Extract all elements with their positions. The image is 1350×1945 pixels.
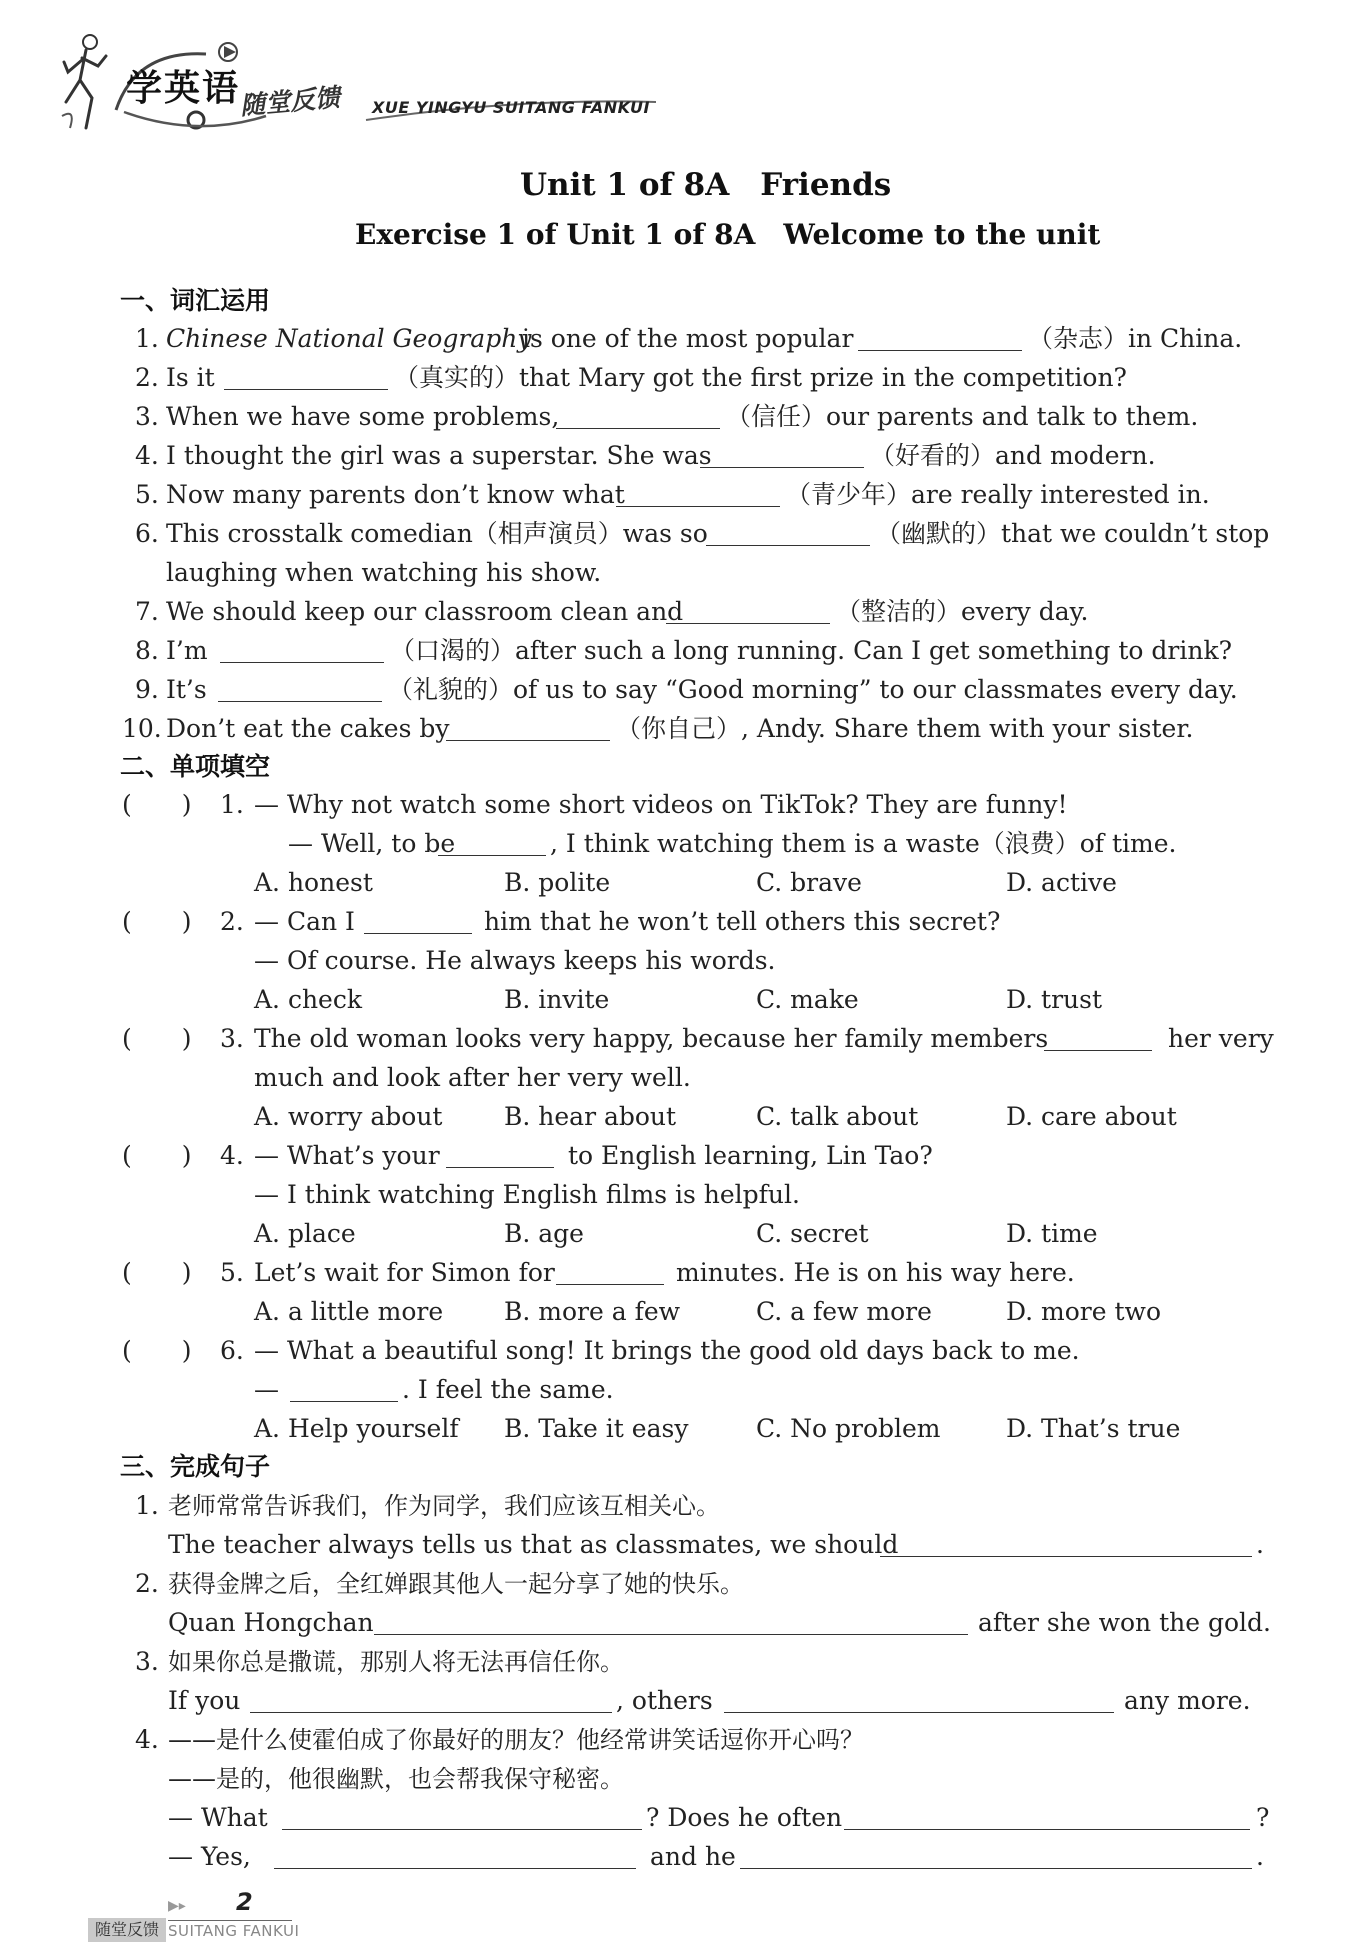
item-text: It’s [166,675,207,704]
item-number: 4. [135,441,159,470]
item-text: I’m [166,636,208,665]
item-number: 10. [122,714,162,743]
item-text: laughing when watching his show. [166,558,602,587]
question-text: her very [1168,1024,1274,1053]
page-subtitle: Exercise 1 of Unit 1 of 8A Welcome to the unit [355,218,1101,251]
magazine-title: Chinese National Geography [166,324,532,353]
option-d[interactable]: D. That’s true [1006,1414,1181,1443]
answer-blank[interactable] [616,506,780,507]
logo-pinyin: XUE YINGYU SUITANG FANKUI [372,98,650,117]
item-number: 3. [135,1647,159,1676]
answer-blank[interactable] [274,1868,636,1869]
question-text: — Can I [254,907,355,936]
english-sentence: If you [168,1686,241,1715]
answer-blank[interactable] [374,1634,968,1635]
english-sentence: ? [1256,1803,1270,1832]
option-c[interactable]: C. a few more [756,1297,932,1326]
option-b[interactable]: B. invite [504,985,610,1014]
question-text: — What’s your [254,1141,440,1170]
question-text: Let’s wait for Simon for [254,1258,555,1287]
chinese-sentence: 如果你总是撒谎，那别人将无法再信任你。 [168,1648,624,1676]
answer-blank[interactable] [666,623,830,624]
page-title: Unit 1 of 8A Friends [520,167,892,203]
option-b[interactable]: B. Take it easy [504,1414,689,1443]
answer-blank[interactable] [556,1284,664,1285]
question-text: — Of course. He always keeps his words. [254,946,776,975]
item-text: （好看的）and modern. [870,441,1156,470]
question-text: — I think watching English films is helpful. [254,1180,800,1209]
logo-subtitle: 随堂反馈 [239,82,342,121]
answer-blank[interactable] [250,1712,612,1713]
english-sentence: — Yes, [168,1842,251,1871]
option-d[interactable]: D. care about [1006,1102,1177,1131]
question-text: . I feel the same. [402,1375,614,1404]
option-a[interactable]: A. Help yourself [254,1414,459,1443]
item-text: is one of the most popular [522,324,854,353]
option-b[interactable]: B. polite [504,868,611,897]
answer-blank[interactable] [364,933,472,934]
question-number: 2. [220,907,244,936]
question-text: — Well, to be [288,829,456,858]
option-c[interactable]: C. talk about [756,1102,919,1131]
answer-blank[interactable] [880,1556,1252,1557]
option-a[interactable]: A. worry about [254,1102,443,1131]
option-a[interactable]: A. place [254,1219,356,1248]
option-d[interactable]: D. trust [1006,985,1103,1014]
question-text: — [254,1375,279,1404]
question-text: , I think watching them is a waste（浪费）of time. [550,829,1177,858]
question-number: 6. [220,1336,244,1365]
english-sentence: Quan Hongchan [168,1608,374,1637]
item-number: 9. [135,675,159,704]
chinese-sentence: ——是什么使霍伯成了你最好的朋友？他经常讲笑话逗你开心吗？ [168,1726,864,1754]
english-sentence: . [1256,1842,1264,1871]
item-text: I thought the girl was a superstar. She was [166,441,712,470]
answer-parentheses[interactable]: ( ) [122,1258,192,1287]
item-text: （信任）our parents and talk to them. [726,402,1199,431]
question-text: him that he won’t tell others this secret? [484,907,1001,936]
question-text: to English learning, Lin Tao? [568,1141,933,1170]
answer-blank[interactable] [724,1712,1114,1713]
english-sentence: — What [168,1803,268,1832]
item-text: （杂志）in China. [1028,324,1243,353]
double-arrow-icon: ▶▸ [168,1898,186,1914]
item-text: （整洁的）every day. [836,597,1089,626]
item-text: （口渴的）after such a long running. Can I get something to drink? [390,636,1232,665]
question-text: — What a beautiful song! It brings the good old days back to me. [254,1336,1080,1365]
option-c[interactable]: C. brave [756,868,862,897]
option-d[interactable]: D. time [1006,1219,1098,1248]
question-number: 5. [220,1258,244,1287]
answer-blank[interactable] [220,662,384,663]
item-number: 2. [135,363,159,392]
option-c[interactable]: C. secret [756,1219,869,1248]
chinese-sentence: ——是的，他很幽默，也会帮我保守秘密。 [168,1765,624,1793]
logo-title: 学英语 [126,68,241,109]
item-number: 1. [135,1491,159,1520]
footer-pinyin: SUITANG FANKUI [168,1922,300,1940]
option-d[interactable]: D. more two [1006,1297,1161,1326]
english-sentence: and he [650,1842,736,1871]
answer-blank[interactable] [218,701,382,702]
question-text: The old woman looks very happy, because her family members [254,1024,1049,1053]
answer-blank[interactable] [556,428,720,429]
section-heading-complete-sentences: 三、完成句子 [120,1452,271,1481]
answer-blank[interactable] [706,545,870,546]
answer-blank[interactable] [1044,1050,1152,1051]
answer-parentheses[interactable]: ( ) [122,790,192,819]
chinese-sentence: 老师常常告诉我们，作为同学，我们应该互相关心。 [168,1492,720,1520]
item-number: 5. [135,480,159,509]
english-sentence: , others [616,1686,713,1715]
answer-parentheses[interactable]: ( ) [122,907,192,936]
item-number: 3. [135,402,159,431]
answer-blank[interactable] [740,1868,1252,1869]
item-number: 1. [135,324,159,353]
item-text: This crosstalk comedian（相声演员）was so [166,519,708,548]
section-heading-multiple-choice: 二、单项填空 [120,752,271,781]
item-text: We should keep our classroom clean and [166,597,684,626]
question-text: much and look after her very well. [254,1063,691,1092]
item-text: Don’t eat the cakes by [166,714,450,743]
answer-blank[interactable] [224,389,388,390]
item-number: 7. [135,597,159,626]
question-number: 4. [220,1141,244,1170]
english-sentence: after she won the gold. [978,1608,1271,1637]
option-b[interactable]: B. age [504,1219,584,1248]
answer-blank[interactable] [290,1401,398,1402]
option-a[interactable]: A. check [254,985,362,1014]
item-text: When we have some problems, [166,402,560,431]
footer-divider [168,1920,292,1921]
option-b[interactable]: B. more a few [504,1297,681,1326]
question-text: — Why not watch some short videos on TikTok? They are funny! [254,790,1068,819]
english-sentence: The teacher always tells us that as classmates, we should [168,1530,899,1559]
footer-badge: 随堂反馈 [88,1918,166,1942]
english-sentence: . [1256,1530,1264,1559]
option-c[interactable]: C. No problem [756,1414,941,1443]
item-text: （青少年）are really interested in. [786,480,1210,509]
chinese-sentence: 获得金牌之后，全红婵跟其他人一起分享了她的快乐。 [168,1570,744,1598]
answer-blank[interactable] [438,855,546,856]
item-number: 2. [135,1569,159,1598]
item-text: （真实的）that Mary got the first prize in the competition? [394,363,1127,392]
answer-parentheses[interactable]: ( ) [122,1024,192,1053]
option-b[interactable]: B. hear about [504,1102,677,1131]
answer-parentheses[interactable]: ( ) [122,1336,192,1365]
answer-blank[interactable] [858,350,1022,351]
item-number: 6. [135,519,159,548]
question-text: minutes. He is on his way here. [676,1258,1075,1287]
item-number: 8. [135,636,159,665]
item-text: Now many parents don’t know what [166,480,625,509]
answer-blank[interactable] [282,1829,642,1830]
english-sentence: ? Does he often [646,1803,843,1832]
item-text: （你自己）, Andy. Share them with your sister. [616,714,1194,743]
item-text: （幽默的）that we couldn’t stop [876,519,1270,548]
answer-blank[interactable] [700,467,864,468]
section-heading-vocabulary: 一、词汇运用 [120,286,271,315]
question-number: 3. [220,1024,244,1053]
item-number: 4. [135,1725,159,1754]
option-c[interactable]: C. make [756,985,859,1014]
option-d[interactable]: D. active [1006,868,1117,897]
answer-blank[interactable] [844,1829,1250,1830]
option-a[interactable]: A. a little more [254,1297,444,1326]
option-a[interactable]: A. honest [254,868,373,897]
english-sentence: any more. [1124,1686,1251,1715]
answer-blank[interactable] [446,740,610,741]
item-text: （礼貌的）of us to say “Good morning” to our classmates every day. [388,675,1238,704]
question-number: 1. [220,790,244,819]
answer-blank[interactable] [446,1167,554,1168]
page-number: 2 [236,1888,253,1916]
answer-parentheses[interactable]: ( ) [122,1141,192,1170]
item-text: Is it [166,363,215,392]
